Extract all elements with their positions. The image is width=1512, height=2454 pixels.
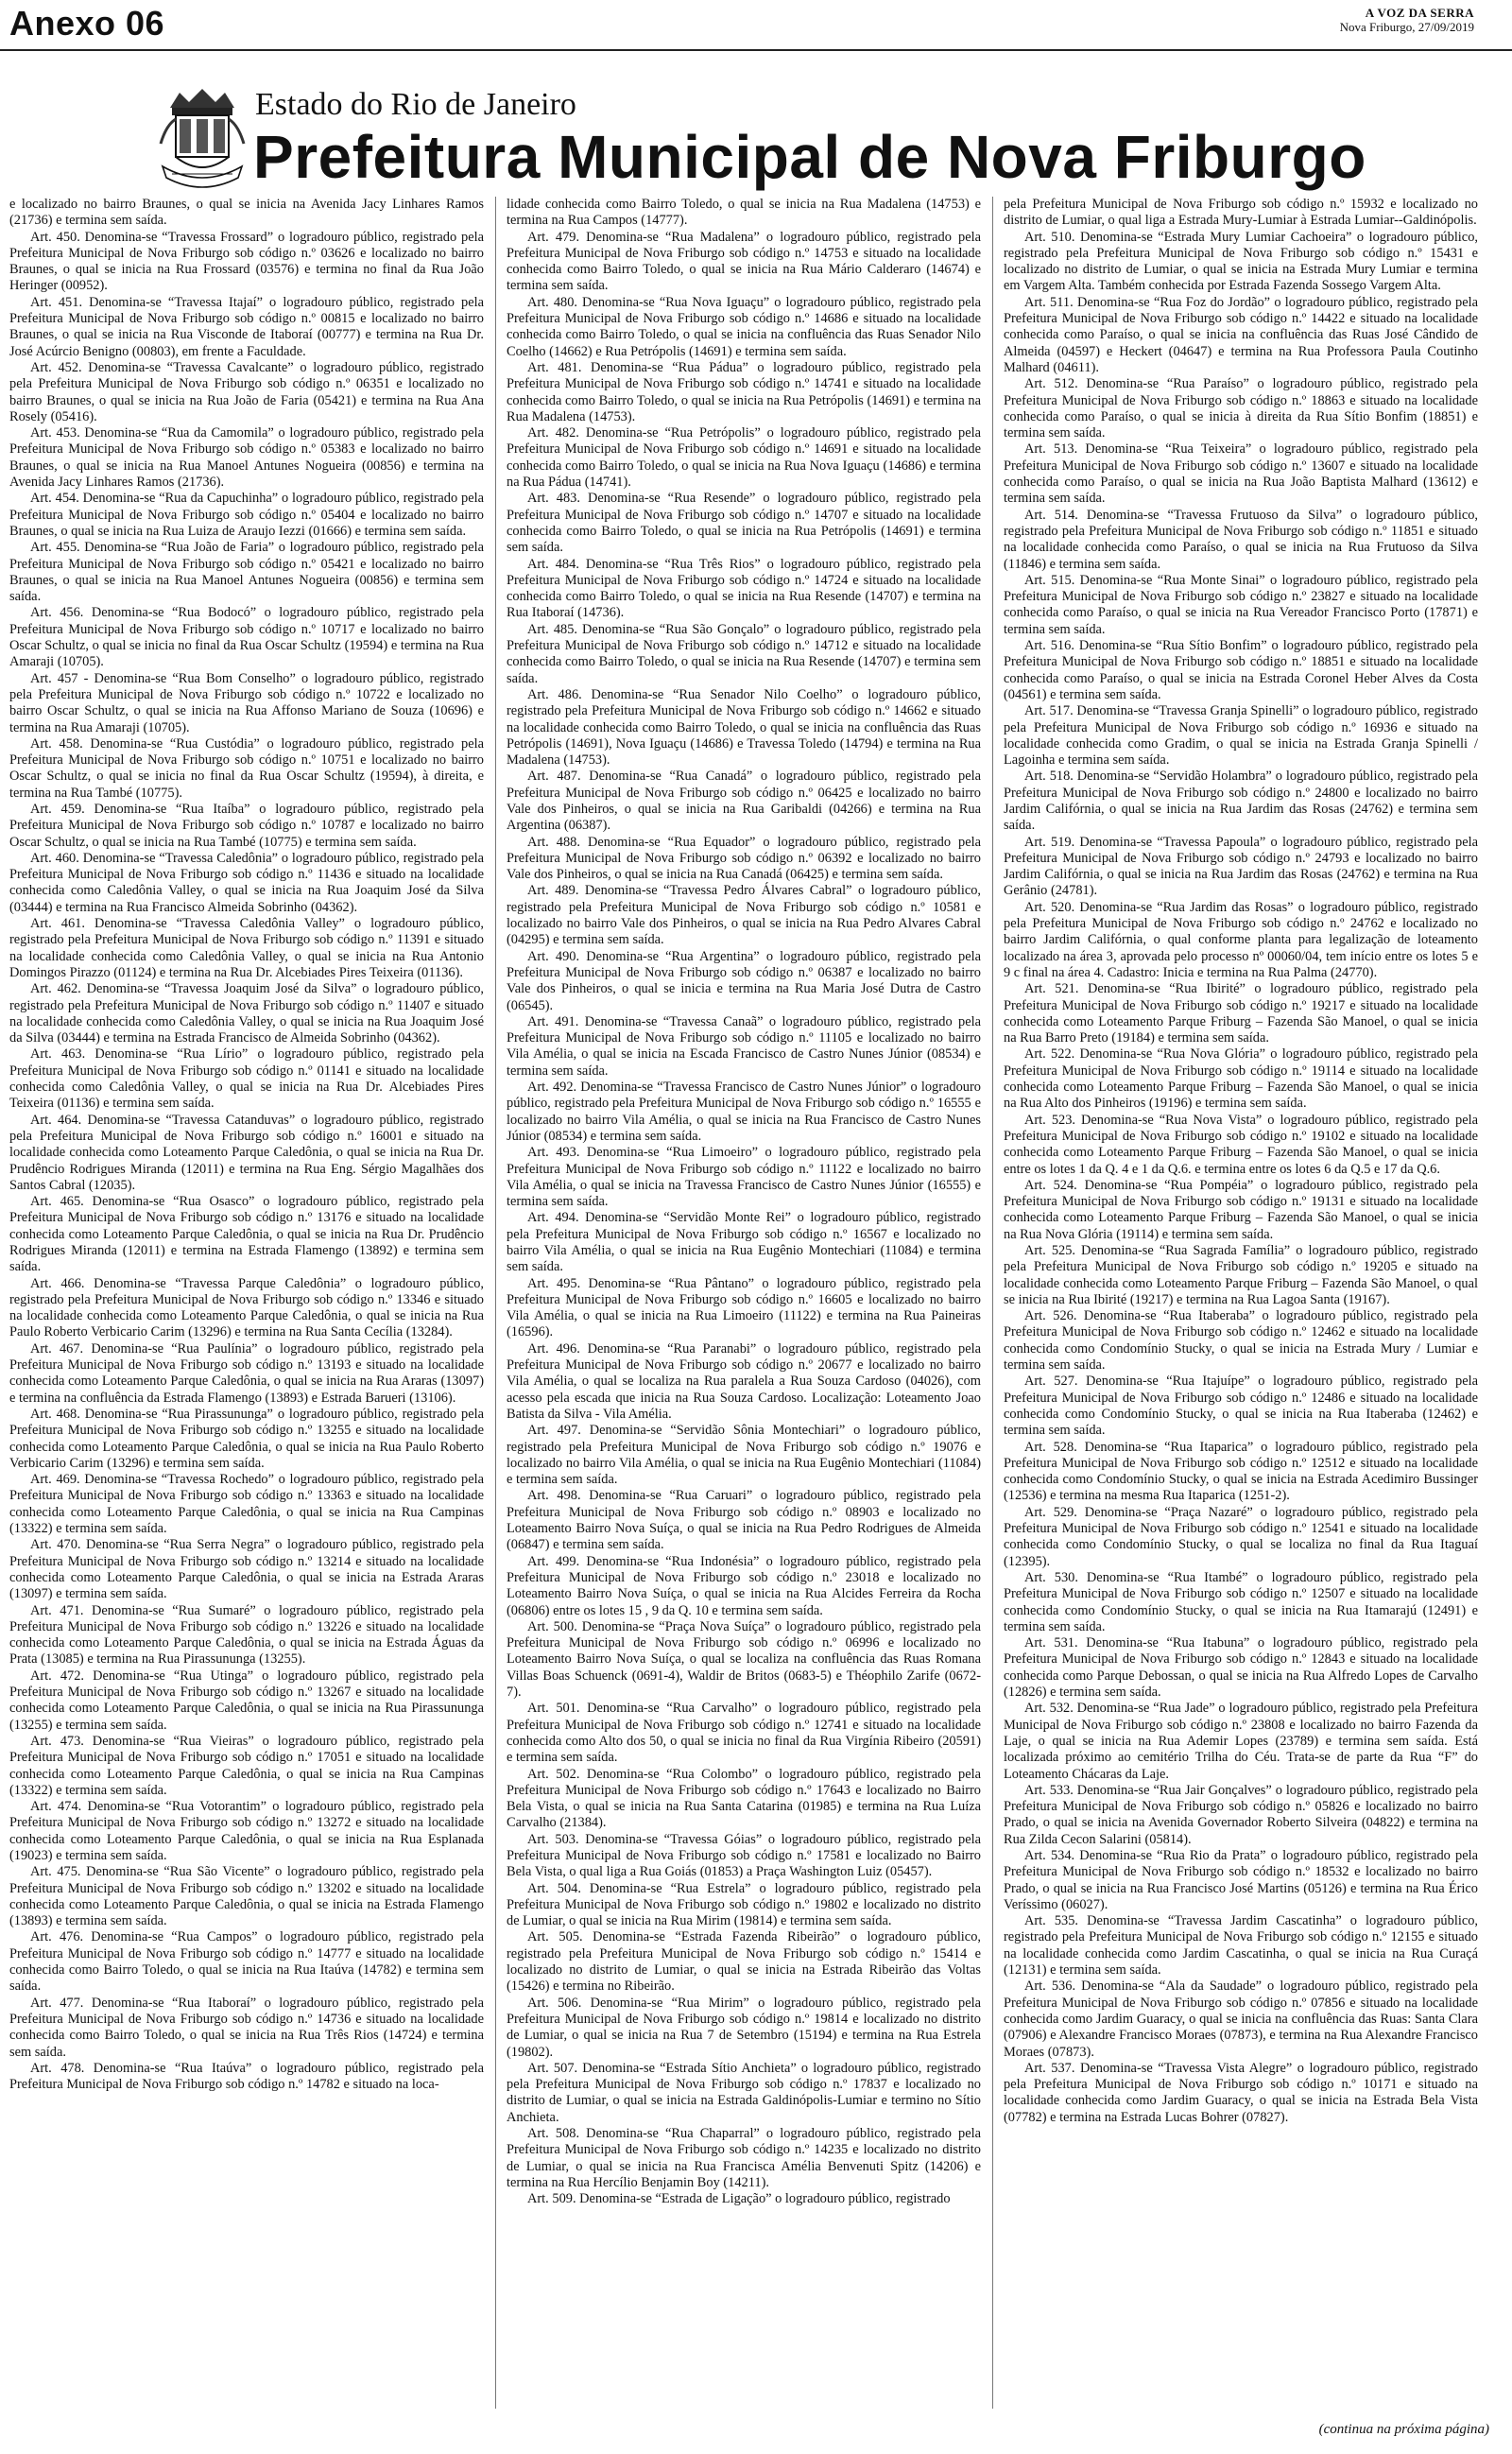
article-paragraph: Art. 512. Denomina-se “Rua Paraíso” o logradouro público, registrado pela Prefeitura Municipal de Nova Friburgo sob código n.º 18863 e situado na localidade conhecida como Paraíso, o qual se inicia à direita da Rua Sítio Bonfim (18851) e termina sem saída. [1004, 376, 1478, 441]
article-paragraph: lidade conhecida como Bairro Toledo, o qual se inicia na Rua Madalena (14753) e termina na Rua Campos (14777). [507, 197, 981, 229]
article-paragraph: Art. 482. Denomina-se “Rua Petrópolis” o logradouro público, registrado pela Prefeitura Municipal de Nova Friburgo sob código n.º 14691 e situado na localidade conhecida como Bairro Toledo, o qual se inicia na Rua Nova Iguaçu (14686) e termina na Rua Pádua (14741). [507, 425, 981, 491]
publication-info [1340, 6, 1474, 34]
article-paragraph: Art. 481. Denomina-se “Rua Pádua” o logradouro público, registrado pela Prefeitura Municipal de Nova Friburgo sob código n.º 14741 e situado na localidade conhecida como Bairro Toledo, o qual se inicia na Rua Petrópolis (14691) e termina na Rua Madalena (14753). [507, 359, 981, 424]
article-paragraph: Art. 534. Denomina-se “Rua Rio da Prata” o logradouro público, registrado pela Prefeitura Municipal de Nova Friburgo sob código n.º 18532 e localizado no bairro Prado, o qual se inicia na Rua Francisco José Martins (05126) e termina na Rua Érico Veríssimo (06027). [1004, 1847, 1478, 1912]
article-paragraph: Art. 522. Denomina-se “Rua Nova Glória” o logradouro público, registrado pela Prefeitura Municipal de Nova Friburgo sob código n.º 19114 e situado na localidade conhecida como Loteamento Parque Friburg – Fazenda São Manoel, o qual se inicia na Rua Alto dos Pinheiros (19196) e termina sem saída. [1004, 1046, 1478, 1112]
article-paragraph: Art. 503. Denomina-se “Travessa Góias” o logradouro público, registrado pela Prefeitura Municipal de Nova Friburgo sob código n.º 17581 e localizado no Bairro Bela Vista, o qual liga a Rua Goiás (01853) a Praça Washington Luiz (05457). [507, 1831, 981, 1880]
column-divider [992, 197, 993, 2409]
article-paragraph: Art. 453. Denomina-se “Rua da Camomila” o logradouro público, registrado pela Prefeitura Municipal de Nova Friburgo sob código n.º 05383 e localizado no bairro Braunes, o qual se inicia na Rua Manoel Antunes Nogueira (00856) e termina na Avenida Jacy Linhares Ramos (21736). [9, 425, 484, 491]
article-paragraph: Art. 494. Denomina-se “Servidão Monte Rei” o logradouro público, registrado pela Prefeitura Municipal de Nova Friburgo sob código n.º 16567 e localizado no bairro Vila Amélia, o qual se inicia na Rua Eugênio Montechiari (11084) e termina sem saída. [507, 1210, 981, 1275]
page-header-bar [0, 0, 1512, 51]
text-column-2 [507, 197, 981, 2409]
article-paragraph: Art. 529. Denomina-se “Praça Nazaré” o logradouro público, registrado pela Prefeitura Municipal de Nova Friburgo sob código n.º 12541 e situado na localidade conhecida como Condomínio Stucky, o qual se localiza no final da Rua Itaguaí (12395). [1004, 1504, 1478, 1569]
article-paragraph: Art. 486. Denomina-se “Rua Senador Nilo Coelho” o logradouro público, registrado pela Prefeitura Municipal de Nova Friburgo sob código n.º 14662 e situado na localidade conhecida como Bairro Toledo, o qual se inicia na confluência das Ruas Petrópolis (14691), Nova Iguaçu (14686) e Travessa Toledo (14794) e termina na Rua Madalena (14753). [507, 686, 981, 769]
article-paragraph: Art. 537. Denomina-se “Travessa Vista Alegre” o logradouro público, registrado pela Prefeitura Municipal de Nova Friburgo sob código n.º 10171 e situado na localidade conhecida como Jardim Guaracy, o qual se inicia na Estrada Bela Vista (07782) e termina na Estrada Lucas Bohrer (07827). [1004, 2060, 1478, 2125]
article-paragraph: Art. 535. Denomina-se “Travessa Jardim Cascatinha” o logradouro público, registrado pela Prefeitura Municipal de Nova Friburgo sob código n.º 12155 e situado na localidade conhecida como Jardim Cascatinha, o qual se inicia na Rua Curaçá (12131) e termina sem saída. [1004, 1913, 1478, 1979]
article-paragraph: Art. 523. Denomina-se “Rua Nova Vista” o logradouro público, registrado pela Prefeitura Municipal de Nova Friburgo sob código n.º 19102 e situado na localidade conhecida como Loteamento Parque Friburg – Fazenda São Manoel, o qual se inicia entre os lotes 1 da Q. 4 e 1 da Q.6. e termina entre os lotes 6 da Q.5 e 17 da Q.6. [1004, 1112, 1478, 1177]
article-paragraph: Art. 502. Denomina-se “Rua Colombo” o logradouro público, registrado pela Prefeitura Municipal de Nova Friburgo sob código n.º 17643 e localizado no Bairro Bela Vista, o qual se inicia na Rua Santa Catarina (01985) e termina na Rua Luíza Carvalho (21384). [507, 1766, 981, 1831]
article-paragraph: Art. 495. Denomina-se “Rua Pântano” o logradouro público, registrado pela Prefeitura Municipal de Nova Friburgo sob código n.º 16605 e localizado no bairro Vila Amélia, o qual se inicia na Rua Limoeiro (11122) e termina na Rua Paineiras (16596). [507, 1275, 981, 1340]
article-paragraph: Art. 471. Denomina-se “Rua Sumaré” o logradouro público, registrado pela Prefeitura Municipal de Nova Friburgo sob código n.º 13226 e situado na localidade conhecida como Loteamento Parque Caledônia, o qual se inicia na Estrada Águas da Prata (13085) e termina na Rua Pirassununga (13255). [9, 1602, 484, 1668]
article-paragraph: Art. 458. Denomina-se “Rua Custódia” o logradouro público, registrado pela Prefeitura Municipal de Nova Friburgo sob código n.º 10751 e localizado no bairro Oscar Schultz, o qual se inicia no final da Rua Oscar Schultz (19594), à direita, e termina na Rua També (10775). [9, 735, 484, 801]
article-paragraph: Art. 533. Denomina-se “Rua Jair Gonçalves” o logradouro público, registrado pela Prefeitura Municipal de Nova Friburgo sob código n.º 05826 e localizado no bairro Prado, o qual se inicia na Avenida Governador Roberto Silveira (04822) e termina na Rua Zilda Cecon Salarini (05814). [1004, 1782, 1478, 1847]
article-paragraph: Art. 460. Denomina-se “Travessa Caledônia” o logradouro público, registrado pela Prefeitura Municipal de Nova Friburgo sob código n.º 11436 e situado na localidade conhecida como Caledônia Valley, o qual se inicia na Rua Joaquim José da Silva (03444) e termina na Rua Francisco Almeida Sobrinho (04362). [9, 850, 484, 915]
article-paragraph: Art. 477. Denomina-se “Rua Itaboraí” o logradouro público, registrado pela Prefeitura Municipal de Nova Friburgo sob código n.º 14736 e situado na localidade conhecida como Bairro Toledo, o qual se inicia na Rua Três Rios (14724) e termina sem saída. [9, 1995, 484, 2060]
article-paragraph: Art. 464. Denomina-se “Travessa Catanduvas” o logradouro público, registrado pela Prefeitura Municipal de Nova Friburgo sob código n.º 16001 e situado na localidade conhecida como Loteamento Parque Caledônia, o qual se inicia na Rua Dr. Prudêncio Rodrigues Miranda (12011) e termina na Rua Eng. Sérgio Magalhães dos Santos Cabral (12035). [9, 1112, 484, 1193]
masthead [0, 53, 1512, 195]
masthead-city-hall: Prefeitura Municipal de Nova Friburgo [253, 123, 1366, 191]
article-paragraph: Art. 499. Denomina-se “Rua Indonésia” o logradouro público, registrado pela Prefeitura Municipal de Nova Friburgo sob código n.º 23018 e localizado no Loteamento Bairro Nova Suíça, o qual se inicia na Rua Alcides Ferreira da Rocha (06806) entre os lotes 15 , 9 da Q. 10 e termina sem saída. [507, 1553, 981, 1618]
article-paragraph: Art. 531. Denomina-se “Rua Itabuna” o logradouro público, registrado pela Prefeitura Municipal de Nova Friburgo sob código n.º 12843 e situado na localidade conhecida como Parque Debossan, o qual se inicia na Rua Alfredo Lopes de Carvalho (12826) e termina sem saída. [1004, 1635, 1478, 1701]
publication-date: Nova Friburgo, 27/09/2019 [1339, 20, 1474, 34]
continuation-note: (continua na próxima página) [1318, 2422, 1489, 2437]
coat-of-arms-icon [157, 87, 248, 189]
article-paragraph: Art. 478. Denomina-se “Rua Itaúva” o logradouro público, registrado pela Prefeitura Municipal de Nova Friburgo sob código n.º 14782 e situado na loca- [9, 2060, 484, 2093]
article-paragraph: Art. 498. Denomina-se “Rua Caruari” o logradouro público, registrado pela Prefeitura Municipal de Nova Friburgo sob código n.º 08903 e localizado no Loteamento Bairro Nova Suíça, o qual se inicia na Rua Pedro Rodrigues de Almeida (06847) e termina sem saída. [507, 1488, 981, 1553]
article-paragraph: Art. 514. Denomina-se “Travessa Frutuoso da Silva” o logradouro público, registrado pela Prefeitura Municipal de Nova Friburgo sob código n.º 11851 e situado na localidade conhecida como Paraíso, o qual se inicia na Rua Frutuoso da Silva (11846) e termina sem saída. [1004, 507, 1478, 572]
article-paragraph: Art. 459. Denomina-se “Rua Itaíba” o logradouro público, registrado pela Prefeitura Municipal de Nova Friburgo sob código n.º 10787 e localizado no bairro Oscar Schultz, o qual se inicia na Rua També (10775) e termina sem saída. [9, 801, 484, 850]
article-paragraph: Art. 455. Denomina-se “Rua João de Faria” o logradouro público, registrado pela Prefeitura Municipal de Nova Friburgo sob código n.º 05421 e localizado no bairro Braunes, o qual se inicia na Rua Manoel Antunes Nogueira (00856) e termina sem saída. [9, 540, 484, 605]
article-paragraph: Art. 480. Denomina-se “Rua Nova Iguaçu” o logradouro público, registrado pela Prefeitura Municipal de Nova Friburgo sob código n.º 14686 e situado na localidade conhecida como Bairro Toledo, o qual se inicia na confluência das Ruas Senador Nilo Coelho (14662) e Rua Petrópolis (14691) e termina sem saída. [507, 294, 981, 359]
article-paragraph: Art. 483. Denomina-se “Rua Resende” o logradouro público, registrado pela Prefeitura Municipal de Nova Friburgo sob código n.º 14707 e situado na localidade conhecida como Bairro Toledo, o qual se inicia na Rua Petrópolis (14691) e termina sem saída. [507, 491, 981, 556]
article-paragraph: Art. 489. Denomina-se “Travessa Pedro Álvares Cabral” o logradouro público, registrado pela Prefeitura Municipal de Nova Friburgo sob código n.º 10581 e localizado no bairro Vale dos Pinheiros, o qual se inicia na Rua Pedro Alvares Cabral (04295) e termina sem saída. [507, 883, 981, 948]
article-paragraph: Art. 457 - Denomina-se “Rua Bom Conselho” o logradouro público, registrado pela Prefeitura Municipal de Nova Friburgo sob código n.º 10722 e localizado no bairro Oscar Schultz, o qual se inicia na Rua Affonso Mariano de Souza (10696) e termina na Rua Amaraji (10705). [9, 670, 484, 735]
article-paragraph: Art. 518. Denomina-se “Servidão Holambra” o logradouro público, registrado pela Prefeitura Municipal de Nova Friburgo sob código n.º 24800 e localizado no bairro Jardim Califórnia, o qual se inicia na Rua Jardim das Rosas (24762) e termina sem saída. [1004, 769, 1478, 834]
article-paragraph: Art. 490. Denomina-se “Rua Argentina” o logradouro público, registrado pela Prefeitura Municipal de Nova Friburgo sob código n.º 06387 e localizado no bairro Vale dos Pinheiros, o qual se inicia e termina na Rua Maria José Dutra de Castro (06545). [507, 948, 981, 1013]
article-paragraph: Art. 487. Denomina-se “Rua Canadá” o logradouro público, registrado pela Prefeitura Municipal de Nova Friburgo sob código n.º 06425 e localizado no bairro Vale dos Pinheiros, o qual se inicia na Rua Garibaldi (04266) e termina na Rua Argentina (06387). [507, 769, 981, 834]
article-paragraph: Art. 508. Denomina-se “Rua Chaparral” o logradouro público, registrado pela Prefeitura Municipal de Nova Friburgo sob código n.º 14235 e localizado no distrito de Lumiar, o qual se inicia na Rua Francisca Amélia Benvenuti Spitz (14206) e termina na Rua Hercílio Benjamin Boy (14211). [507, 2126, 981, 2190]
publication-name: A VOZ DA SERRA [1365, 6, 1474, 20]
article-paragraph: Art. 454. Denomina-se “Rua da Capuchinha” o logradouro público, registrado pela Prefeitura Municipal de Nova Friburgo sob código n.º 05404 e localizado no bairro Braunes, o qual se inicia na Rua Luiza de Araujo Iezzi (01666) e termina sem saída. [9, 491, 484, 539]
article-paragraph: Art. 462. Denomina-se “Travessa Joaquim José da Silva” o logradouro público, registrado pela Prefeitura Municipal de Nova Friburgo sob código n.º 11407 e situado na localidade conhecida como Caledônia Valley, o qual se inicia na Rua Joaquim José da Silva (03444) e termina na Estrada Francisco de Almeida Sobrinho (04362). [9, 981, 484, 1046]
article-paragraph: Art. 466. Denomina-se “Travessa Parque Caledônia” o logradouro público, registrado pela Prefeitura Municipal de Nova Friburgo sob código n.º 13346 e situado na localidade conhecida como Loteamento Parque Caledônia, o qual se inicia na Rua Paulo Roberto Verbicario Carim (13296) e termina na Rua Santa Cecília (13284). [9, 1275, 484, 1340]
article-paragraph: Art. 470. Denomina-se “Rua Serra Negra” o logradouro público, registrado pela Prefeitura Municipal de Nova Friburgo sob código n.º 13214 e situado na localidade conhecida como Loteamento Parque Caledônia, o qual se inicia na Estrada Araras (13097) e termina sem saída. [9, 1537, 484, 1602]
article-paragraph: Art. 505. Denomina-se “Estrada Fazenda Ribeirão” o logradouro público, registrado pela Prefeitura Municipal de Nova Friburgo sob código n.º 15414 e localizado no distrito de Lumiar, o qual se inicia na Estrada Ribeirão das Voltas (15426) e termina no Ribeirão. [507, 1929, 981, 1995]
article-paragraph: Art. 468. Denomina-se “Rua Pirassununga” o logradouro público, registrado pela Prefeitura Municipal de Nova Friburgo sob código n.º 13255 e situado na localidade conhecida como Loteamento Parque Caledônia, o qual se inicia na Rua Paulo Roberto Verbicario Carim (13296) e termina sem saída. [9, 1406, 484, 1471]
article-paragraph: Art. 506. Denomina-se “Rua Mirim” o logradouro público, registrado pela Prefeitura Municipal de Nova Friburgo sob código n.º 19814 e localizado no distrito de Lumiar, o qual se inicia na Rua 7 de Setembro (15194) e termina na Rua Estrela (19802). [507, 1995, 981, 2060]
article-paragraph: Art. 474. Denomina-se “Rua Votorantim” o logradouro público, registrado pela Prefeitura Municipal de Nova Friburgo sob código n.º 13272 e situado na localidade conhecida como Loteamento Parque Caledônia, o qual se inicia na Rua Esplanada (19023) e termina sem saída. [9, 1799, 484, 1863]
article-paragraph: Art. 532. Denomina-se “Rua Jade” o logradouro público, registrado pela Prefeitura Municipal de Nova Friburgo sob código n.º 23808 e localizado no bairro Fazenda da Laje, o qual se inicia na Rua Ademir Lopes (23789) e termina sem saída. Está localizada próximo ao cemitério Trilha do Céu. Trata-se de parte da Rua “F” do Loteamento Chácaras da Laje. [1004, 1701, 1478, 1782]
article-paragraph: Art. 492. Denomina-se “Travessa Francisco de Castro Nunes Júnior” o logradouro público, registrado pela Prefeitura Municipal de Nova Friburgo sob código n.º 16555 e localizado no bairro Vila Amélia, o qual se inicia na Rua Francisco de Castro Nunes Júnior (08534) e termina sem saída. [507, 1080, 981, 1144]
article-paragraph: Art. 465. Denomina-se “Rua Osasco” o logradouro público, registrado pela Prefeitura Municipal de Nova Friburgo sob código n.º 13176 e situado na localidade conhecida como Loteamento Parque Caledônia, o qual se inicia na Rua Dr. Prudêncio Rodrigues Miranda (12011) e termina na Estrada Flamengo (13892) e termina sem saída. [9, 1194, 484, 1275]
article-paragraph: Art. 451. Denomina-se “Travessa Itajaí” o logradouro público, registrado pela Prefeitura Municipal de Nova Friburgo sob código n.º 00815 e localizado no bairro Braunes, o qual se inicia na Rua Visconde de Itaboraí (00777) e termina na Rua Dr. José Acúrcio Benigno (00803), em frente a Faculdade. [9, 294, 484, 359]
article-paragraph: e localizado no bairro Braunes, o qual se inicia na Avenida Jacy Linhares Ramos (21736) e termina sem saída. [9, 197, 484, 229]
article-paragraph: Art. 469. Denomina-se “Travessa Rochedo” o logradouro público, registrado pela Prefeitura Municipal de Nova Friburgo sob código n.º 13363 e situado na localidade conhecida como Loteamento Parque Caledônia, o qual se inicia na Rua Campinas (13322) e termina sem saída. [9, 1472, 484, 1537]
article-paragraph: Art. 467. Denomina-se “Rua Paulínia” o logradouro público, registrado pela Prefeitura Municipal de Nova Friburgo sob código n.º 13193 e situado na localidade conhecida como Loteamento Parque Caledônia, o qual se inicia na Rua Araras (13097) e termina na confluência da Estrada Flamengo (13893) e Estrada Barueri (13106). [9, 1340, 484, 1406]
article-paragraph: Art. 501. Denomina-se “Rua Carvalho” o logradouro público, registrado pela Prefeitura Municipal de Nova Friburgo sob código n.º 12741 e situado na localidade conhecida como Alto dos 50, o qual se inicia no final da Rua Virgínia Ribeiro (20591) e termina sem saída. [507, 1701, 981, 1766]
article-paragraph: Art. 516. Denomina-se “Rua Sítio Bonfim” o logradouro público, registrado pela Prefeitura Municipal de Nova Friburgo sob código n.º 18851 e situado na localidade conhecida como Paraíso, o qual se inicia na Estrada Coronel Heber Alves da Costa (04561) e termina sem saída. [1004, 638, 1478, 702]
anexo-label: Anexo 06 [9, 4, 165, 43]
article-paragraph: Art. 527. Denomina-se “Rua Itajuípe” o logradouro público, registrado pela Prefeitura Municipal de Nova Friburgo sob código n.º 12486 e situado na localidade conhecida como Condomínio Stucky, o qual se inicia na Rua Itaberaba (12462) e termina sem saída. [1004, 1374, 1478, 1439]
article-paragraph: Art. 509. Denomina-se “Estrada de Ligação” o logradouro público, registrado [527, 2191, 951, 2207]
article-paragraph: Art. 497. Denomina-se “Servidão Sônia Montechiari” o logradouro público, registrado pela Prefeitura Municipal de Nova Friburgo sob código n.º 19076 e localizado no bairro Vila Amélia, o qual se inicia na Rua Eugênio Montechiari (11084) e termina sem saída. [507, 1423, 981, 1488]
article-paragraph: Art. 485. Denomina-se “Rua São Gonçalo” o logradouro público, registrado pela Prefeitura Municipal de Nova Friburgo sob código n.º 14712 e situado na localidade conhecida como Bairro Toledo, o qual se inicia na Rua Resende (14707) e termina sem saída. [507, 621, 981, 686]
article-columns [9, 197, 1493, 2409]
article-paragraph: Art. 536. Denomina-se “Ala da Saudade” o logradouro público, registrado pela Prefeitura Municipal de Nova Friburgo sob código n.º 07856 e situado na localidade conhecida como Jardim Guaracy, o qual se inicia na confluência das Ruas: Santa Clara (07906) e Alexandre Francisco Moraes (07873), e termina na Rua Alexandre Francisco Moraes (07873). [1004, 1979, 1478, 2060]
article-paragraph: Art. 450. Denomina-se “Travessa Frossard” o logradouro público, registrado pela Prefeitura Municipal de Nova Friburgo sob código n.º 03626 e localizado no bairro Braunes, o qual se inicia na Rua Frossard (03576) e termina no final da Rua João Heringer (00952). [9, 229, 484, 294]
article-paragraph: Art. 500. Denomina-se “Praça Nova Suíça” o logradouro público, registrado pela Prefeitura Municipal de Nova Friburgo sob código n.º 06996 e localizado no Loteamento Bairro Nova Suíça, o qual se localiza na confluência das Ruas Romana Villas Boas Schuenck (0691-4), Waldir de Britos (0683-5) e Théophilo Zarife (0672-7). [507, 1618, 981, 1701]
article-paragraph: Art. 472. Denomina-se “Rua Utinga” o logradouro público, registrado pela Prefeitura Municipal de Nova Friburgo sob código n.º 13267 e situado na localidade conhecida como Loteamento Parque Caledônia, o qual se inicia na Rua Pirassununga (13255) e termina sem saída. [9, 1668, 484, 1733]
article-paragraph: pela Prefeitura Municipal de Nova Friburgo sob código n.º 15932 e localizado no distrito de Lumiar, o qual liga a Estrada Mury-Lumiar à Estrada Lumiar--Galdinópolis. [1004, 197, 1478, 229]
article-paragraph: Art. 479. Denomina-se “Rua Madalena” o logradouro público, registrado pela Prefeitura Municipal de Nova Friburgo sob código n.º 14753 e situado na localidade conhecida como Bairro Toledo, o qual se inicia na Rua Mário Calderaro (14674) e termina sem saída. [507, 229, 981, 294]
article-paragraph: Art. 456. Denomina-se “Rua Bodocó” o logradouro público, registrado pela Prefeitura Municipal de Nova Friburgo sob código n.º 10717 e localizado no bairro Oscar Schultz, o qual se inicia no final da Rua Oscar Schultz (19594) e termina na Rua Amaraji (10705). [9, 605, 484, 670]
article-paragraph: Art. 461. Denomina-se “Travessa Caledônia Valley” o logradouro público, registrado pela Prefeitura Municipal de Nova Friburgo sob código n.º 11391 e situado na localidade conhecida como Caledônia Valley, o qual se inicia na Rua Antonio Domingos Pirazzo (01124) e termina na Rua Dr. Alcebiades Pires Teixeira (01136). [9, 916, 484, 980]
text-column-3 [1004, 197, 1478, 2409]
article-paragraph: Art. 507. Denomina-se “Estrada Sítio Anchieta” o logradouro público, registrado pela Prefeitura Municipal de Nova Friburgo sob código n.º 17837 e localizado no distrito de Lumiar, o qual se inicia na Estrada Galdinópolis-Lumiar e termino no Sítio Anchieta. [507, 2060, 981, 2125]
masthead-state: Estado do Rio de Janeiro [255, 87, 576, 122]
article-paragraph: Art. 530. Denomina-se “Rua Itambé” o logradouro público, registrado pela Prefeitura Municipal de Nova Friburgo sob código n.º 12507 e situado na localidade conhecida como Condomínio Stucky, o qual se inicia na Rua Itamarajú (12491) e termina sem saída. [1004, 1569, 1478, 1634]
article-paragraph: Art. 511. Denomina-se “Rua Foz do Jordão” o logradouro público, registrado pela Prefeitura Municipal de Nova Friburgo sob código n.º 14422 e situado na localidade conhecida como Paraíso, o qual se inicia na confluência das Ruas José Cândido de Almeida (04597) e Heckert (04647) e termina na Rua Professora Paula Coutinho Malhard (04611). [1004, 294, 1478, 375]
article-paragraph: Art. 473. Denomina-se “Rua Vieiras” o logradouro público, registrado pela Prefeitura Municipal de Nova Friburgo sob código n.º 17051 e situado na localidade conhecida como Loteamento Parque Caledônia, o qual se inicia na Rua Campinas (13322) e termina sem saída. [9, 1733, 484, 1798]
article-paragraph: Art. 520. Denomina-se “Rua Jardim das Rosas” o logradouro público, registrado pela Prefeitura Municipal de Nova Friburgo sob código n.º 24762 e localizado no bairro Jardim Califórnia, o qual conforme planta para legalização de loteamento localizado na área 3, aprovada pelo processo nº 00060/04, tem início entre os lotes 5 e 9 c final na área 4. Cadastro: Inicia e termina na Rua Palma (24770). [1004, 899, 1478, 980]
column-divider [495, 197, 496, 2409]
article-paragraph: Art. 504. Denomina-se “Rua Estrela” o logradouro público, registrado pela Prefeitura Municipal de Nova Friburgo sob código n.º 19802 e localizado no distrito de Lumiar, o qual se inicia na Rua Mirim (19814) e termina sem saída. [507, 1880, 981, 1929]
article-paragraph: Art. 528. Denomina-se “Rua Itaparica” o logradouro público, registrado pela Prefeitura Municipal de Nova Friburgo sob código n.º 12512 e situado na localidade conhecida como Condomínio Stucky, o qual se inicia na Estrada Acedimiro Bussinger (12536) e termina na mesma Rua Itaparica (1251-2). [1004, 1439, 1478, 1504]
article-paragraph: Art. 488. Denomina-se “Rua Equador” o logradouro público, registrado pela Prefeitura Municipal de Nova Friburgo sob código n.º 06392 e localizado no bairro Vale dos Pinheiros, o qual se inicia na Rua Canadá (06425) e termina sem saída. [507, 834, 981, 883]
article-paragraph: Art. 476. Denomina-se “Rua Campos” o logradouro público, registrado pela Prefeitura Municipal de Nova Friburgo sob código n.º 14777 e situado na localidade conhecida como Bairro Toledo, o qual se inicia na Rua Itaúva (14782) e termina sem saída. [9, 1929, 484, 1995]
article-paragraph: Art. 521. Denomina-se “Rua Ibirité” o logradouro público, registrado pela Prefeitura Municipal de Nova Friburgo sob código n.º 19217 e situado na localidade conhecida como Loteamento Parque Friburg – Fazenda São Manoel, o qual se inicia na Rua Barro Preto (19184) e termina sem saída. [1004, 981, 1478, 1046]
article-paragraph: Art. 515. Denomina-se “Rua Monte Sinai” o logradouro público, registrado pela Prefeitura Municipal de Nova Friburgo sob código n.º 23827 e situado na localidade conhecida como Paraíso, o qual se inicia na Rua Vereador Francisco Porto (17871) e termina sem saída. [1004, 572, 1478, 637]
article-paragraph: Art. 525. Denomina-se “Rua Sagrada Família” o logradouro público, registrado pela Prefeitura Municipal de Nova Friburgo sob código n.º 19205 e situado na localidade conhecida como Loteamento Parque Friburg – Fazenda São Manoel, o qual se inicia na Rua Ibirité (19217) e termina na Rua Lagoa Santa (19167). [1004, 1243, 1478, 1307]
article-paragraph: Art. 491. Denomina-se “Travessa Canaã” o logradouro público, registrado pela Prefeitura Municipal de Nova Friburgo sob código n.º 11105 e localizado no bairro Vila Amélia, o qual se inicia na Escada Francisco de Castro Nunes Júnior (08534) e termina sem saída. [507, 1013, 981, 1079]
article-paragraph: Art. 526. Denomina-se “Rua Itaberaba” o logradouro público, registrado pela Prefeitura Municipal de Nova Friburgo sob código n.º 12462 e situado na localidade conhecida como Condomínio Stucky, o qual se inicia na Estrada Mury / Lumiar e termina sem saída. [1004, 1308, 1478, 1374]
article-paragraph: Art. 452. Denomina-se “Travessa Cavalcante” o logradouro público, registrado pela Prefeitura Municipal de Nova Friburgo sob código n.º 06351 e localizado no bairro Braunes, o qual se inicia na Rua João de Faria (05421) e termina na Rua Ana Rosely (05416). [9, 359, 484, 424]
article-paragraph: Art. 517. Denomina-se “Travessa Granja Spinelli” o logradouro público, registrado pela Prefeitura Municipal de Nova Friburgo sob código n.º 16936 e situado na localidade conhecida como Gradim, o qual se inicia na Estrada Granja Spinelli / Lagoinha e termina sem saída. [1004, 703, 1478, 769]
article-paragraph: Art. 493. Denomina-se “Rua Limoeiro” o logradouro público, registrado pela Prefeitura Municipal de Nova Friburgo sob código n.º 11122 e localizado no bairro Vila Amélia, o qual se inicia na Travessa Francisco de Castro Nunes Júnior (16555) e termina sem saída. [507, 1145, 981, 1210]
article-paragraph: Art. 510. Denomina-se “Estrada Mury Lumiar Cachoeira” o logradouro público, registrado pela Prefeitura Municipal de Nova Friburgo sob código n.º 15431 e localizado no distrito de Lumiar, o qual se inicia na Estrada Mury Lumiar e termina em Vargem Alta. Também conhecida por Estrada Fazenda Sossego Vargem Alta. [1004, 229, 1478, 294]
article-paragraph: Art. 513. Denomina-se “Rua Teixeira” o logradouro público, registrado pela Prefeitura Municipal de Nova Friburgo sob código n.º 13607 e situado na localidade conhecida como Paraíso, o qual se inicia na Rua João Baptista Malhard (13612) e termina sem saída. [1004, 441, 1478, 507]
article-paragraph: Art. 524. Denomina-se “Rua Pompéia” o logradouro público, registrado pela Prefeitura Municipal de Nova Friburgo sob código n.º 19131 e situado na localidade conhecida como Loteamento Parque Friburg – Fazenda São Manoel, o qual se inicia na Rua Nova Glória (19114) e termina sem saída. [1004, 1177, 1478, 1242]
article-paragraph: Art. 519. Denomina-se “Travessa Papoula” o logradouro público, registrado pela Prefeitura Municipal de Nova Friburgo sob código n.º 24793 e localizado no bairro Jardim Califórnia, o qual se inicia na Rua Jardim das Rosas (24762) e termina na Rua Gerânio (24781). [1004, 834, 1478, 899]
article-paragraph: Art. 484. Denomina-se “Rua Três Rios” o logradouro público, registrado pela Prefeitura Municipal de Nova Friburgo sob código n.º 14724 e situado na localidade conhecida como Bairro Toledo, o qual se inicia na Rua Resende (14707) e termina na Rua Itaboraí (14736). [507, 556, 981, 621]
article-paragraph: Art. 463. Denomina-se “Rua Lírio” o logradouro público, registrado pela Prefeitura Municipal de Nova Friburgo sob código n.º 01141 e situado na localidade conhecida como Caledônia Valley, o qual se inicia na Rua Dr. Alcebiades Pires Teixeira (01136) e termina sem saída. [9, 1046, 484, 1112]
article-paragraph: Art. 496. Denomina-se “Rua Paranabi” o logradouro público, registrado pela Prefeitura Municipal de Nova Friburgo sob código n.º 20677 e localizado no bairro Vila Amélia, o qual se localiza na Rua paralela a Rua Souza Cardoso (04026), com acesso pela escada que inicia na Rua Souza Cardoso. Localização: Loteamento Joao Batista da Silva - Vila Amélia. [507, 1340, 981, 1422]
text-column-1 [9, 197, 484, 2409]
article-paragraph: Art. 475. Denomina-se “Rua São Vicente” o logradouro público, registrado pela Prefeitura Municipal de Nova Friburgo sob código n.º 13202 e situado na localidade conhecida como Loteamento Parque Caledônia, o qual se inicia na Estrada Flamengo (13893) e termina sem saída. [9, 1864, 484, 1929]
